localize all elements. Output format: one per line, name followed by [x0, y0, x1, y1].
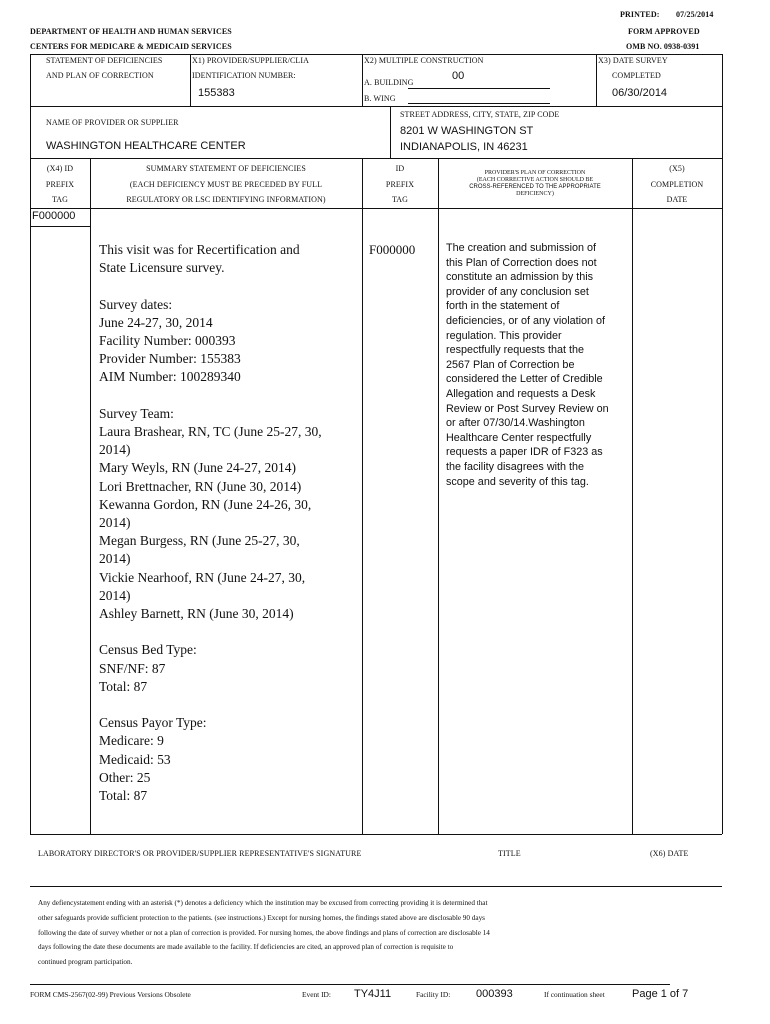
poc-line: deficiencies, or of any violation of — [446, 314, 606, 327]
summary-line: Medicaid: 53 — [99, 751, 171, 767]
summary-line: SNF/NF: 87 — [99, 660, 166, 676]
disclaimer-line: other safeguards provide sufficient protection to the patients. (see instructions.) Except for nursing homes, the findings stated above are disclosable 90 days — [38, 913, 485, 922]
poc-line: Healthcare Center respectfully — [446, 431, 592, 444]
disclaimer-line: days following the date these documents are made available to the facility. If deficiencies are cited, an approved plan of correction is requisite to — [38, 943, 454, 952]
summary-label-2: (EACH DEFICIENCY MUST BE PRECEDED BY FULL — [129, 180, 323, 189]
summary-label-1: SUMMARY STATEMENT OF DEFICIENCIES — [146, 164, 306, 173]
x6-date-label: (X6) DATE — [650, 849, 689, 858]
summary-line — [99, 623, 359, 641]
summary-line: Other: 25 — [99, 769, 151, 785]
summary-line — [99, 696, 359, 714]
provider-name-label: NAME OF PROVIDER OR SUPPLIER — [46, 118, 179, 127]
address-line-1: 8201 W WASHINGTON ST — [400, 125, 534, 137]
wing-underline — [408, 103, 550, 104]
summary-line: June 24-27, 30, 2014 — [99, 314, 213, 330]
disclaimer — [38, 896, 722, 970]
col-divider-2 — [362, 158, 363, 834]
statement-label-2: AND PLAN OF CORRECTION — [46, 71, 154, 80]
poc-line: this Plan of Correction does not — [446, 256, 597, 269]
summary-line: Mary Weyls, RN (June 24-27, 2014) — [99, 460, 297, 476]
poc-line: considered the Letter of Credible — [446, 373, 603, 386]
right-border — [722, 54, 723, 834]
poc-line: Allegation and requests a Desk — [446, 387, 596, 400]
summary-line: 2014) — [99, 587, 131, 603]
statement-label-1: STATEMENT OF DEFICIENCIES — [46, 56, 163, 65]
poc-line: the facility disagrees with the — [446, 460, 585, 473]
summary-line: AIM Number: 100289340 — [99, 369, 241, 385]
x2-label: X2) MULTIPLE CONSTRUCTION — [364, 56, 484, 65]
summary-label-3: REGULATORY OR LSC IDENTIFYING INFORMATION) — [126, 195, 326, 204]
provider-id-value: 155383 — [198, 87, 235, 99]
poc-header — [438, 170, 632, 198]
building-underline — [408, 88, 550, 89]
summary-line: Lori Brettnacher, RN (June 30, 2014) — [99, 478, 302, 494]
form-approved-label: FORM APPROVED — [628, 27, 700, 36]
event-id-value: TY4J11 — [354, 988, 392, 1000]
signature-bottom-rule — [30, 886, 722, 887]
x4-label-1: (X4) ID — [46, 164, 74, 173]
survey-date-value: 06/30/2014 — [612, 87, 668, 99]
divider-x1 — [190, 54, 191, 106]
poc-line: Review or Post Survey Review on — [446, 402, 609, 415]
disclaimer-line: continued program participation. — [38, 958, 133, 967]
summary-statement — [99, 241, 359, 805]
summary-line: Total: 87 — [99, 678, 148, 694]
summary-line: State Licensure survey. — [99, 260, 225, 276]
poc-line: provider of any conclusion set — [446, 285, 589, 298]
provider-bottom-rule — [30, 158, 722, 159]
summary-line: Vickie Nearhoof, RN (June 24-27, 30, — [99, 569, 306, 585]
summary-line: Survey Team: — [99, 405, 174, 421]
plan-of-correction — [446, 241, 630, 489]
x3-label-1: X3) DATE SURVEY — [598, 56, 668, 65]
summary-line: Megan Burgess, RN (June 25-27, 30, — [99, 533, 300, 549]
x5-label-1: (X5) — [669, 164, 685, 173]
col-divider-1 — [90, 158, 91, 834]
summary-line: Laura Brashear, RN, TC (June 25-27, 30, — [99, 424, 322, 440]
poc-line: or after 07/30/14.Washington — [446, 417, 585, 430]
address-label: STREET ADDRESS, CITY, STATE, ZIP CODE — [400, 110, 560, 119]
poc-label-2: (EACH CORRECTIVE ACTION SHOULD BE — [476, 177, 594, 183]
poc-line: constitute an admission by this — [446, 271, 594, 284]
x5-label-3: DATE — [666, 195, 688, 204]
divider-x2 — [362, 54, 363, 106]
tag-prefix-left: F000000 — [32, 210, 76, 222]
summary-line: This visit was for Recertification and — [99, 242, 300, 257]
x4-label-2: PREFIX — [45, 180, 75, 189]
id-label-2: PREFIX — [385, 180, 415, 189]
summary-line: 2014) — [99, 442, 131, 458]
provider-name-value: WASHINGTON HEALTHCARE CENTER — [46, 140, 246, 152]
summary-line: Kewanna Gordon, RN (June 24-26, 30, — [99, 496, 312, 512]
id-label-3: TAG — [391, 195, 409, 204]
column-header-bottom-rule — [30, 208, 722, 209]
poc-label-1: PROVIDER'S PLAN OF CORRECTION — [484, 170, 586, 176]
footer-rule — [30, 984, 670, 985]
building-value: 00 — [452, 70, 465, 82]
title-label: TITLE — [498, 849, 521, 858]
summary-line: Ashley Barnett, RN (June 30, 2014) — [99, 606, 294, 622]
top-rule — [30, 54, 722, 55]
event-id-label: Event ID: — [302, 990, 331, 999]
summary-line: Facility Number: 000393 — [99, 333, 236, 349]
facility-id-label: Facility ID: — [416, 990, 451, 999]
omb-number: OMB NO. 0938-0391 — [626, 42, 700, 51]
poc-line: requests a paper IDR of F323 as — [446, 446, 603, 459]
table-bottom-rule — [30, 834, 722, 835]
id-label-1: ID — [395, 164, 405, 173]
divider-address — [390, 106, 391, 158]
summary-line: Census Bed Type: — [99, 642, 197, 658]
summary-line: Medicare: 9 — [99, 733, 164, 749]
x1-label-2: IDENTIFICATION NUMBER: — [192, 71, 296, 80]
poc-line: respectfully requests that the — [446, 344, 585, 357]
x3-label-2: COMPLETED — [612, 71, 661, 80]
page-number: Page 1 of 7 — [632, 988, 689, 1000]
wing-label: B. WING — [364, 94, 396, 103]
top-box-bottom-rule — [30, 106, 722, 107]
tag-prefix-right: F000000 — [369, 242, 416, 257]
poc-label-4: DEFICIENCY) — [516, 191, 554, 197]
facility-id-value: 000393 — [476, 988, 513, 1000]
tag-left-underline — [30, 226, 90, 227]
centers-name: CENTERS FOR MEDICARE & MEDICAID SERVICES — [30, 42, 232, 51]
poc-line: 2567 Plan of Correction be — [446, 358, 575, 371]
x1-label-1: X1) PROVIDER/SUPPLIER/CLIA — [192, 56, 310, 65]
summary-line: Total: 87 — [99, 788, 148, 804]
summary-line: 2014) — [99, 515, 131, 531]
summary-line: 2014) — [99, 551, 131, 567]
poc-label-3: CROSS-REFERENCED TO THE APPROPRIATE — [469, 184, 601, 190]
divider-x3 — [596, 54, 597, 106]
summary-line: Survey dates: — [99, 296, 173, 312]
summary-line — [99, 277, 359, 295]
printed-label: PRINTED: — [620, 10, 660, 19]
disclaimer-line: Any defiencystatement ending with an asterisk (*) denotes a deficiency which the institution may be excused from correcting providing it is determined that — [38, 899, 488, 907]
printed-date: 07/25/2014 — [676, 10, 714, 19]
continuation-label: If continuation sheet — [544, 990, 605, 999]
poc-line: scope and severity of this tag. — [446, 475, 589, 488]
col-divider-3 — [438, 158, 439, 834]
department-name: DEPARTMENT OF HEALTH AND HUMAN SERVICES — [30, 27, 232, 36]
poc-line: The creation and submission of — [446, 242, 597, 254]
x4-label-3: TAG — [51, 195, 69, 204]
building-label: A. BUILDING — [364, 78, 414, 87]
address-line-2: INDIANAPOLIS, IN 46231 — [400, 141, 528, 153]
form-number: FORM CMS-2567(02-99) Previous Versions Obsolete — [30, 990, 191, 999]
col-divider-4 — [632, 158, 633, 834]
x5-label-2: COMPLETION — [650, 180, 704, 189]
poc-line: regulation. This provider — [446, 329, 562, 342]
summary-line — [99, 387, 359, 405]
summary-line: Census Payor Type: — [99, 715, 207, 731]
signature-label: LABORATORY DIRECTOR'S OR PROVIDER/SUPPLIER REPRESENTATIVE'S SIGNATURE — [38, 849, 362, 858]
summary-line: Provider Number: 155383 — [99, 351, 241, 367]
poc-line: forth in the statement of — [446, 300, 560, 313]
disclaimer-line: following the date of survey whether or not a plan of correction is provided. For nursing homes, the above findings and plans of correction are disclosable 14 — [38, 928, 490, 937]
